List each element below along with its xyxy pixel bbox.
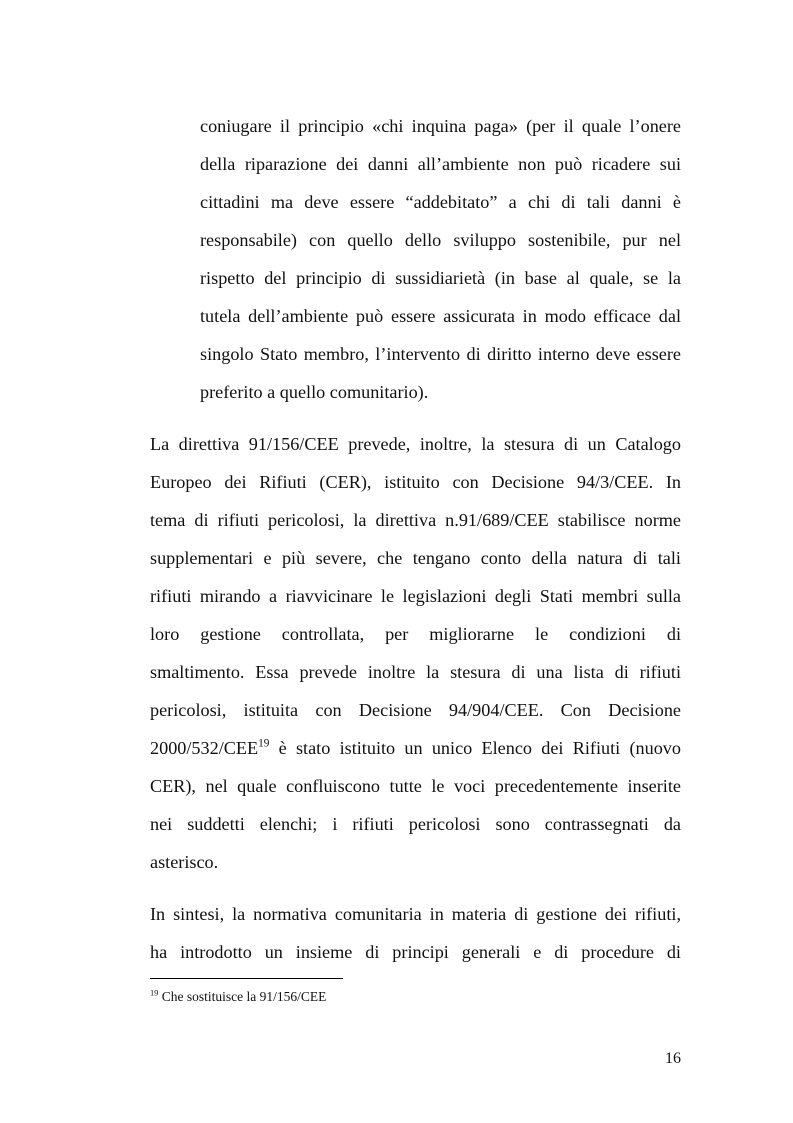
quote-line: coniugare il principio «chi inquina paga» (per il quale l’onere — [200, 116, 681, 136]
paragraph-line-last: asterisco. — [150, 852, 219, 872]
paragraph-line: smaltimento. Essa prevede inoltre la stesura di una lista di rifiuti — [150, 662, 681, 682]
paragraph-line: tema di rifiuti pericolosi, la direttiva n.91/689/CEE stabilisce norme — [150, 510, 681, 530]
footnote-separator — [150, 978, 343, 979]
page-number: 16 — [665, 1050, 681, 1067]
footnote-reference[interactable]: 19 — [258, 737, 270, 750]
quote-line: cittadini ma deve essere “addebitato” a chi di tali danni è — [200, 192, 681, 212]
paragraph-text: 2000/532/CEE — [150, 738, 259, 758]
quote-line: rispetto del principio di sussidiarietà (in base al quale, se la — [200, 268, 681, 288]
paragraph-line: In sintesi, la normativa comunitaria in materia di gestione dei rifiuti, — [150, 904, 681, 924]
quote-line: singolo Stato membro, l’intervento di diritto interno deve essere — [200, 344, 681, 364]
paragraph-text: è stato istituito un unico Elenco dei Rifiuti (nuovo — [269, 738, 681, 758]
paragraph-line: La direttiva 91/156/CEE prevede, inoltre, la stesura di un Catalogo — [150, 434, 681, 454]
quote-line: della riparazione dei danni all’ambiente non può ricadere sui — [200, 154, 681, 174]
footnote-number: 19 — [150, 988, 159, 998]
paragraph-line: CER), nel quale confluiscono tutte le voci precedentemente inserite — [150, 776, 681, 796]
quote-line-last: preferito a quello comunitario). — [200, 382, 429, 402]
paragraph-line: loro gestione controllata, per migliorarne le condizioni di — [150, 624, 681, 644]
footnote-text: Che sostituisce la 91/156/CEE — [158, 989, 327, 1004]
footnote — [150, 988, 326, 1006]
paragraph-line: supplementari e più severe, che tengano conto della natura di tali — [150, 548, 681, 568]
paragraph-line: ha introdotto un insieme di principi generali e di procedure di — [150, 942, 681, 962]
paragraph-line: pericolosi, istituita con Decisione 94/904/CEE. Con Decisione — [150, 700, 681, 720]
paragraph-line: rifiuti mirando a riavvicinare le legislazioni degli Stati membri sulla — [150, 586, 681, 606]
paragraph-line-with-footnote-ref — [150, 736, 681, 760]
quote-line: tutela dell’ambiente può essere assicurata in modo efficace dal — [200, 306, 681, 326]
paragraph-line: Europeo dei Rifiuti (CER), istituito con Decisione 94/3/CEE. In — [150, 472, 681, 492]
paragraph-line: nei suddetti elenchi; i rifiuti pericolosi sono contrassegnati da — [150, 814, 681, 834]
quote-line: responsabile) con quello dello sviluppo sostenibile, pur nel — [200, 230, 681, 250]
